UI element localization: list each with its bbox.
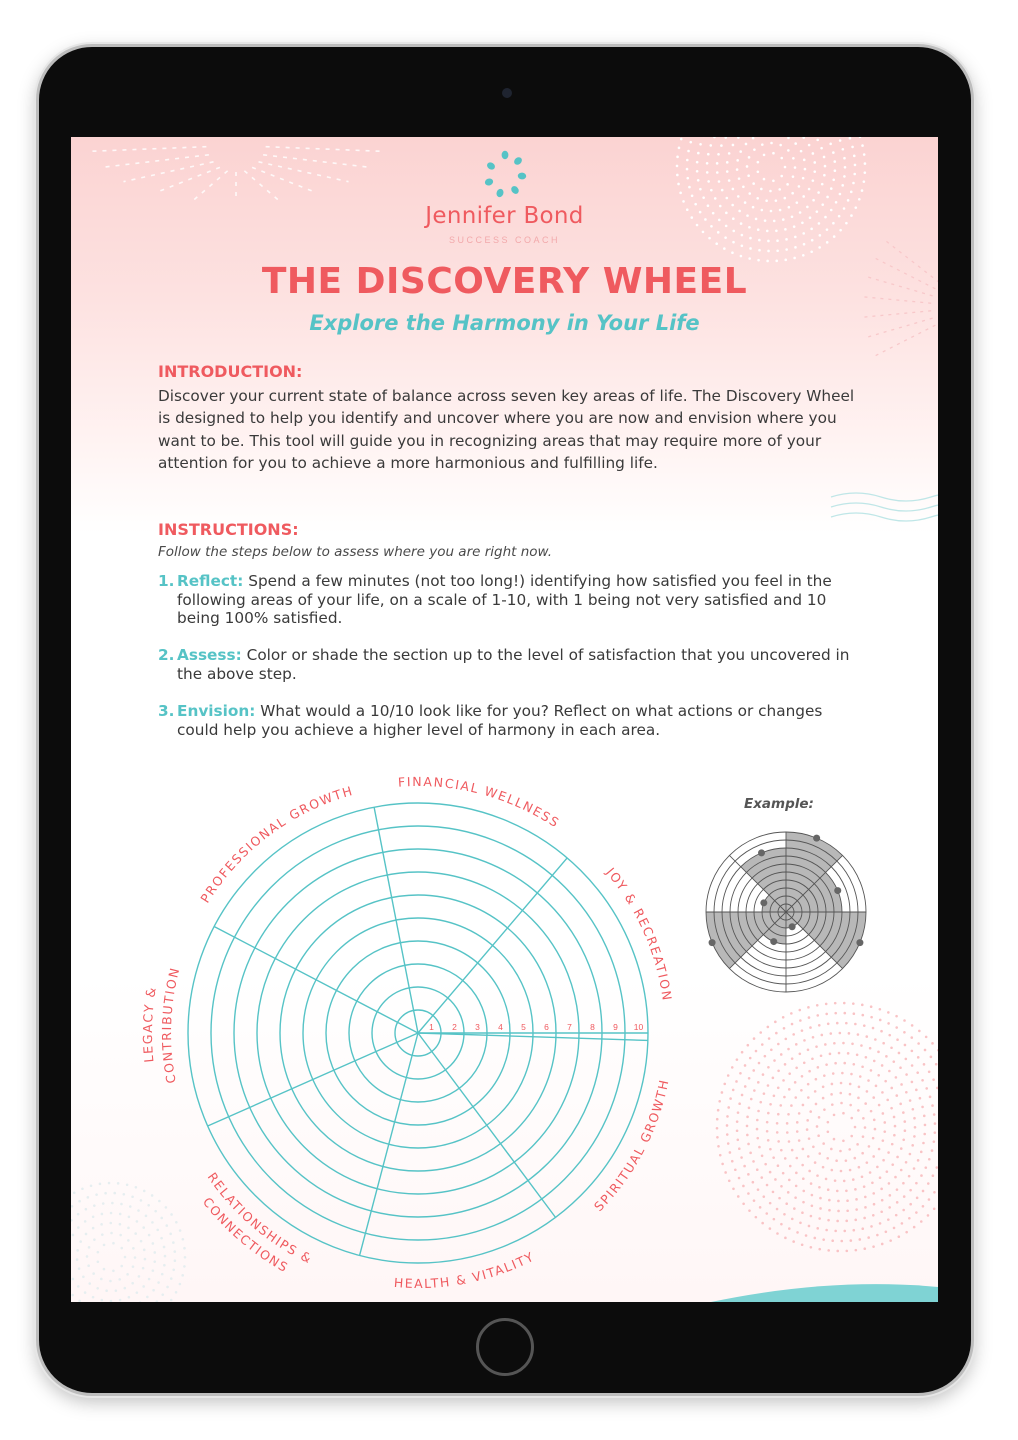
scale-label: 5: [521, 1022, 526, 1032]
instructions-note: Follow the steps below to assess where you are right now.: [158, 544, 553, 560]
step-text: What would a 10/10 look like for you? Reflect on what actions or changes could help you achieve a higher level of harmony in each area.: [177, 702, 823, 739]
example-segment: [786, 912, 866, 969]
example-wheel: [691, 817, 881, 1007]
wheel-spoke: [418, 1033, 555, 1217]
step-term: Reflect:: [177, 572, 244, 590]
example-marker: [789, 923, 796, 930]
wheel-area-label: CONTRIBUTION: [158, 965, 183, 1085]
wheel-area-label: FINANCIAL WELLNESS: [397, 773, 563, 831]
wheel-spoke: [360, 1033, 418, 1255]
camera-icon: [502, 88, 512, 98]
step-text: Color or shade the section up to the level of satisfaction that you uncovered in the above step.: [177, 646, 850, 683]
dots-burst-icon: [481, 149, 529, 201]
example-marker: [709, 939, 716, 946]
scale-label: 7: [567, 1022, 572, 1032]
wheel-area-label: LEGACY &: [139, 984, 159, 1064]
wave-decoration: [831, 493, 938, 521]
scale-label: 6: [544, 1022, 549, 1032]
example-marker: [758, 849, 765, 856]
wheel-area-label: CONNECTIONS: [199, 1194, 292, 1276]
example-marker: [813, 835, 820, 842]
dotted-pattern-bottom-right: [716, 1002, 938, 1253]
wheel-area-label: PROFESSIONAL GROWTH: [197, 782, 356, 906]
step-assess: [158, 646, 868, 683]
scale-label: 8: [590, 1022, 595, 1032]
scale-label: 3: [475, 1022, 480, 1032]
wheel-spoke: [214, 927, 418, 1033]
wheel-spokes: [208, 807, 648, 1255]
introduction-heading: INTRODUCTION:: [158, 362, 303, 381]
brand-name: Jennifer Bond: [425, 203, 584, 229]
introduction-text: Discover your current state of balance across seven key areas of life. The Discovery Wheel is designed to help you identify and uncover where you are now and envision where you want to be. This tool will guide you in recognizing areas that may require more of your attention for you to achieve a more harmonious and fulfilling life.: [158, 387, 855, 472]
scale-label: 10: [633, 1022, 644, 1032]
home-button[interactable]: [476, 1318, 534, 1376]
bottom-wave: [711, 1284, 938, 1302]
wheel-spoke: [208, 1033, 418, 1126]
scale-label: 2: [452, 1022, 457, 1032]
wheel-area-label: HEALTH & VITALITY: [393, 1248, 538, 1292]
wheel-spoke: [418, 858, 567, 1033]
example-label: Example:: [744, 796, 814, 812]
example-marker: [834, 887, 841, 894]
discovery-wheel[interactable]: [131, 772, 711, 1302]
page-title: THE DISCOVERY WHEEL: [261, 261, 748, 302]
wheel-spoke: [374, 807, 418, 1033]
wheel-area-label: RELATIONSHIPS &: [204, 1169, 316, 1267]
step-number: 1.: [158, 572, 175, 590]
scale-label: 1: [429, 1022, 434, 1032]
sunburst-decoration: [88, 147, 384, 202]
instructions-heading: INSTRUCTIONS:: [158, 520, 299, 539]
example-marker: [856, 939, 863, 946]
step-envision: [158, 702, 868, 739]
example-marker: [770, 938, 777, 945]
step-reflect: [158, 572, 868, 628]
brand-tagline: SUCCESS COACH: [448, 235, 560, 245]
wheel-area-label: SPIRITUAL GROWTH: [590, 1077, 672, 1215]
step-term: Envision:: [177, 702, 256, 720]
wheel-area-label: JOY & RECREATION: [603, 864, 676, 1003]
step-number: 3.: [158, 702, 175, 720]
scale-label: 4: [498, 1022, 503, 1032]
step-number: 2.: [158, 646, 175, 664]
example-marker: [760, 899, 767, 906]
scale-label: 9: [613, 1022, 618, 1032]
step-text: Spend a few minutes (not too long!) identifying how satisfied you feel in the following areas of your life, on a scale of 1-10, with 1 being not very satisfied and 10 being 100% satisfied.: [177, 572, 832, 627]
step-term: Assess:: [177, 646, 242, 664]
screen: [71, 137, 938, 1302]
page-subtitle: Explore the Harmony in Your Life: [309, 311, 700, 335]
